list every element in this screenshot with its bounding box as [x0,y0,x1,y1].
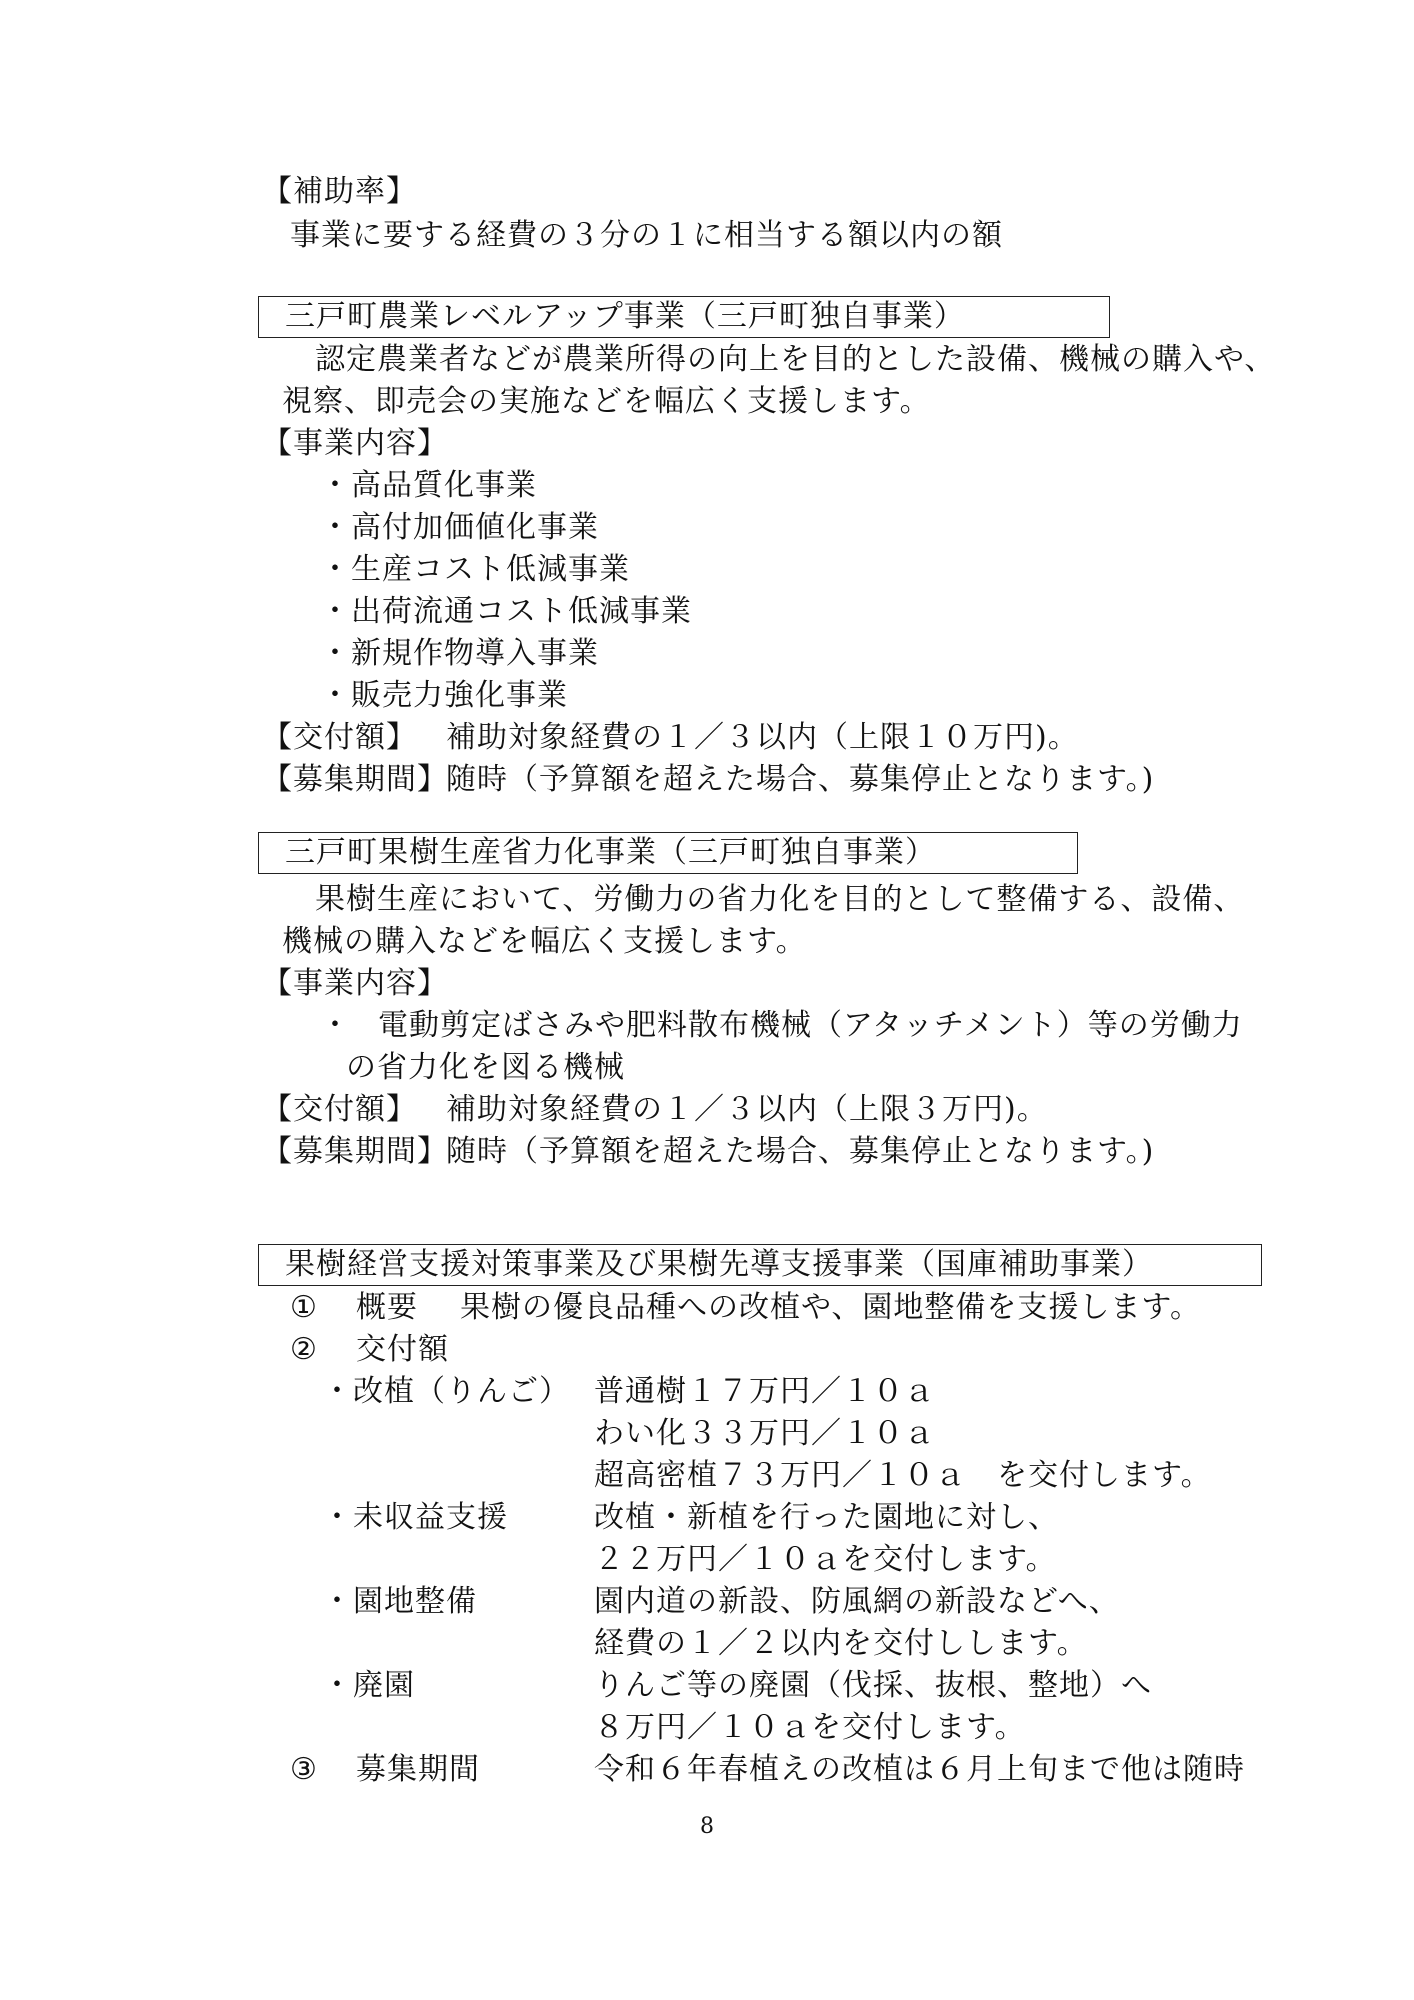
overview-text: 果樹の優良品種への改植や、園地整備を支援します。 [460,1290,1201,1325]
level-up-content-heading: 【事業内容】 [262,426,448,461]
period-number: ③ [290,1752,318,1787]
replant-line2: わい化３３万円／１０ａ [594,1416,935,1451]
subsidy-rate-heading: 【補助率】 [262,174,417,209]
fruit-support-title: 果樹経営支援対策事業及び果樹先導支援事業（国庫補助事業） [285,1247,1153,1282]
level-up-desc-line1: 認定農業者などが農業所得の向上を目的とした設備、機械の購入や、 [315,342,1276,377]
labor-saving-title: 三戸町果樹生産省力化事業（三戸町独自事業） [285,835,936,870]
labor-saving-content-heading: 【事業内容】 [262,966,448,1001]
fruit-support-title-box [258,1244,1262,1286]
labor-saving-grant-label: 【交付額】 [262,1092,417,1127]
labor-saving-period-label: 【募集期間】 [262,1134,448,1169]
labor-saving-grant-value: 補助対象経費の１／３以内（上限３万円)。 [446,1092,1048,1127]
unharvested-label: ・未収益支援 [322,1500,508,1535]
labor-saving-item-line1: 電動剪定ばさみや肥料散布機械（アタッチメント）等の労働力 [378,1008,1243,1043]
level-up-title-box [258,296,1110,338]
labor-saving-period-value: 随時（予算額を超えた場合、募集停止となります。) [446,1134,1155,1169]
abandon-line1: りんご等の廃園（伐採、抜根、整地）へ [594,1668,1152,1703]
grant-number: ② [290,1332,318,1367]
abandon-line2: ８万円／１０ａを交付します。 [594,1710,1026,1745]
level-up-title: 三戸町農業レベルアップ事業（三戸町独自事業） [285,299,965,334]
level-up-item: ・販売力強化事業 [320,678,568,713]
orchard-line1: 園内道の新設、防風網の新設などへ、 [594,1584,1120,1619]
level-up-grant-value: 補助対象経費の１／３以内（上限１０万円)。 [446,720,1079,755]
replant-line1: 普通樹１７万円／１０ａ [594,1374,935,1409]
subsidy-rate-text: 事業に要する経費の３分の１に相当する額以内の額 [290,218,1003,253]
level-up-item: ・出荷流通コスト低減事業 [320,594,692,629]
level-up-period-label: 【募集期間】 [262,762,448,797]
orchard-line2: 経費の１／２以内を交付しします。 [594,1626,1088,1661]
labor-saving-desc-line1: 果樹生産において、労働力の省力化を目的として整備する、設備、 [315,882,1245,917]
grant-label: 交付額 [356,1332,449,1367]
labor-saving-item-line2: の省力化を図る機械 [346,1050,625,1085]
labor-saving-desc-line2: 機械の購入などを幅広く支援します。 [282,924,807,959]
replant-label: ・改植（りんご） [322,1374,570,1409]
level-up-grant-label: 【交付額】 [262,720,417,755]
level-up-item: ・生産コスト低減事業 [320,552,630,587]
period-text: 令和６年春植えの改植は６月上旬まで他は随時 [594,1752,1245,1787]
labor-saving-title-box [258,832,1078,874]
labor-saving-item-bullet: ・ [320,1008,351,1043]
overview-number: ① [290,1290,318,1325]
period-label: 募集期間 [356,1752,480,1787]
abandon-label: ・廃園 [322,1668,415,1703]
replant-line3: 超高密植７３万円／１０ａ を交付します。 [594,1458,1212,1493]
unharvested-line2: ２２万円／１０ａを交付します。 [594,1542,1057,1577]
level-up-item: ・高品質化事業 [320,468,537,503]
unharvested-line1: 改植・新植を行った園地に対し、 [594,1500,1059,1535]
level-up-desc-line2: 視察、即売会の実施などを幅広く支援します。 [282,384,931,419]
orchard-label: ・園地整備 [322,1584,477,1619]
level-up-item: ・新規作物導入事業 [320,636,599,671]
overview-label: 概要 [356,1290,418,1325]
page-number: 8 [700,1814,714,1839]
level-up-item: ・高付加価値化事業 [320,510,599,545]
level-up-period-value: 随時（予算額を超えた場合、募集停止となります。) [446,762,1155,797]
